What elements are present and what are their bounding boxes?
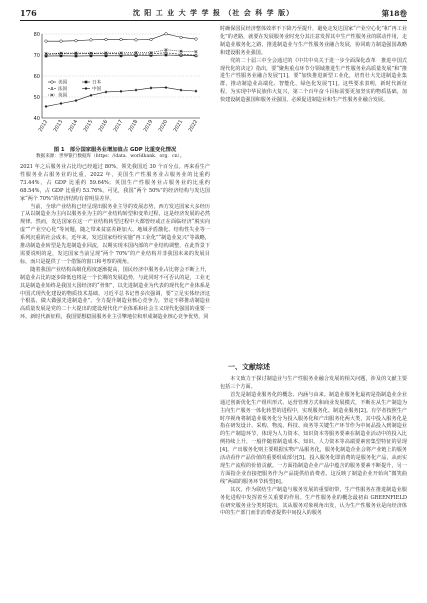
data-point xyxy=(105,90,108,93)
data-point xyxy=(150,38,153,41)
left-col-paragraph: 随着我国产业结构高级化程度逐渐提高，国民经济中服务业占比将会不断上升，制造业占比的逐步降低也将是一个长期的发展趋势，与此同时不可否认的是，工业无其是制造业始终是我国大国经济的“骨架”，以先进制造业为代表的现代化产业体系是中国式现代化建设的物质技术基础。习近平总书记曾多次强调，要“立足实体经济这个根基，做大做强先进制造业”。全力提升制造业核心竞争力，坚定不移推动制造业高质量发展是党的二十大提出的建设现代化产业体系和社会主义现代化强国的重要一环。新时代新征程，我国要想稳固服务业主引擎地位和形成制造业核心竞争优势，同 xyxy=(20,266,210,321)
y-tick-label: 40 xyxy=(33,115,40,122)
data-point xyxy=(195,90,198,93)
data-point xyxy=(120,90,123,93)
x-tick-label: 2022 xyxy=(187,119,200,134)
data-point xyxy=(150,86,153,89)
y-tick-label: 80 xyxy=(33,31,40,38)
data-point xyxy=(75,39,78,42)
data-point xyxy=(90,94,93,97)
data-point xyxy=(180,88,183,91)
x-tick-label: 2019 xyxy=(142,119,155,134)
x-tick-label: 2015 xyxy=(82,119,95,134)
legend-marker xyxy=(85,81,88,84)
legend-marker xyxy=(51,81,54,84)
legend-label: 美国 xyxy=(58,80,68,86)
data-point xyxy=(195,54,198,57)
right-column-bottom xyxy=(220,376,407,518)
journal-title: 沈 阳 工 业 大 学 学 报 （社 会 科 学 版） xyxy=(132,8,295,17)
section-title: 一、文献综述 xyxy=(228,363,270,371)
volume-label: 第18卷 xyxy=(381,9,407,18)
data-point xyxy=(90,39,93,42)
data-point xyxy=(60,40,63,43)
right-col-paragraph: 本文致力于探讨制造业与生产性服务业融合发展的相关问题，涉及的文献主要包括三个方面。 xyxy=(220,376,407,390)
legend-label: 英国 xyxy=(58,93,68,99)
figure-source: 数据来源：世界银行数据库（https：//data．worldbank．org．cn）。 xyxy=(36,154,185,159)
right-col-paragraph: 其次，作为联结生产制造与服务发展的重要纽带，生产性服务在推进制造业服务化进程中发挥着至关重要的作用。生产性服务业的概念最初由 GREENFIELD 在研究服务业分类时提出，其从服务对象视角出发，认为生产性服务业是向经济体中的生产部门而非消费者提供中间投入的服务 xyxy=(220,486,407,517)
data-point xyxy=(135,88,138,91)
left-col-paragraph: 2021 年之后服务业占比均已经超过 80%，领先我国近 30 个百分点。再来看生产性服务业占服务业的比重，2022 年，美国生产性服务业占服务业的比重约 73.44%，占 GDP 比重约 59.64%；英国生产性服务业占服务业的比重约 68.54%，占 GDP 比重约 53.76%。可见，我国“两个 50%”的经济结构与发达国家“两个 70%”的经济结构有着明显差异。 xyxy=(20,164,210,202)
figure-caption: 图 1 部分国家服务业增加值占 GDP 比重变化情况 xyxy=(53,147,177,153)
data-point xyxy=(165,51,168,54)
x-tick-label: 2013 xyxy=(52,119,65,134)
data-point xyxy=(165,32,168,35)
legend-marker xyxy=(51,87,54,90)
y-tick-label: 50 xyxy=(33,94,40,101)
right-col-paragraph: 时确保国民经济整体效率不下降乃至提升，避免走发达国家“产业空心化”和“再工业化”的老路，就要在发展服务业时充分其注意发挥其中生产性服务业的联动作用，走制造业服务化之路，推进制造业与生产性服务业融合发展，协同助力制造强国战略和建设服务业强国。 xyxy=(220,26,407,56)
data-point xyxy=(45,105,48,108)
data-point xyxy=(45,40,48,43)
page-number: 176 xyxy=(20,8,37,18)
y-tick-label: 60 xyxy=(33,73,40,80)
data-point xyxy=(75,99,78,102)
data-point xyxy=(135,39,138,42)
data-point xyxy=(195,50,198,53)
data-point xyxy=(195,38,198,41)
data-point xyxy=(75,55,78,58)
x-tick-label: 2012 xyxy=(37,119,50,134)
header-rule xyxy=(20,20,407,21)
data-point xyxy=(180,53,183,56)
legend-marker xyxy=(85,87,88,90)
legend-label: 中国 xyxy=(92,87,102,93)
left-column xyxy=(20,164,210,322)
x-tick-label: 2014 xyxy=(67,119,80,134)
x-tick-label: 2021 xyxy=(172,119,185,134)
right-col-paragraph: 首先是制造业服务化的概念、内涵与由来。制造业服务化最初是指制造业企业通过创新优化生产组织形式、运营管理方式和商业发展模式，不断在从生产制造为主向生产服务一体化转型的进程中，实现服务化、制造业服务[2]。有学者按照生产时序视角将制造业服务化分为投入服务化和产出服务化两大类，其中投入服务化是指在研发设计、采购、物流、科技、商务等关键生产环节作为中间品投入到制造业的生产制造环节，体现为人力资本、知识资本等服务要素在制造业活动中的投入比例持续上升，一般伴随着制造成本、知识、人力资本等高端要素密集型特征的显现[4]。产出服务化则主要根据实物产品服务化，服务化制造企业会将产业链上的服务活动看作产品价值的重要组成部分[5]。投入服务化即消费的是服务化产品，从而实现生产流程的价值贡献。一方面指制造企业产品中蕴含的服务要素不断提升，另一方面指企业直接把服务作为产品提供给消费者。这反映了制造企业开始向“微笑曲线”两端的服务环节转型[6]。 xyxy=(220,391,407,485)
right-col-paragraph: 党的二十届三中全会通过的《中共中央关于进一步全面深化改革 推进中国式现代化的决定》指出，要“聚焦重点环节分领域推进生产性服务业高质量发展”和“推进生产性服务业融合发展”[1]，要“加快推进新型工业化，培育壮大先进制造业集群，推动制造业高端化、智能化、绿色化发展”[1]。这些要求表明，新时代新征程，为实现中华民族伟大复兴，第二个百年奋斗目标需要更加坚实的物质基础，加快建设制造强国和服务业强国，必须促进制造业和生产性服务业融合发展。 xyxy=(220,57,407,104)
data-point xyxy=(180,36,183,39)
data-point xyxy=(105,38,108,41)
services-share-chart xyxy=(28,30,204,142)
x-tick-label: 2020 xyxy=(157,119,170,134)
data-point xyxy=(60,102,63,105)
running-header xyxy=(20,6,407,20)
data-point xyxy=(165,86,168,89)
x-tick-label: 2018 xyxy=(127,119,140,134)
legend-label: 法国 xyxy=(58,87,68,93)
data-point xyxy=(120,38,123,41)
legend-label: 日本 xyxy=(92,80,102,86)
right-column-top xyxy=(220,26,407,105)
x-tick-label: 2017 xyxy=(112,119,125,134)
left-col-paragraph: 当前，全球产业结构已经呈现出服务业主导的发展态势，西方发达国家大多经历了从以制造业为主向以服务业为主的产业结构转型和变革过程，这是经济发展的必然规律。然而，发达国家在这一产业结构转型过程中大都曾经或正在面临经济“脱实向虚”“产业空心化”等问题，随之带来贫富差距加大、地域矛盾激化、结构性失业等一系列沉重的社会成本。近年来，发达国家纷纷实施“再工业化”“制造业复兴”等战略，推动制造业转型是先进制造业回流，以期实现本国内部的产业结构调整，在此背景下需要说明的是，发达国家当前呈现“两个 70%”的产业结构并非我国未来的发展目标，而只是提供了一个借鉴的窗口和考察的视角。 xyxy=(20,203,210,265)
y-tick-label: 70 xyxy=(33,52,40,59)
x-tick-label: 2016 xyxy=(97,119,110,134)
